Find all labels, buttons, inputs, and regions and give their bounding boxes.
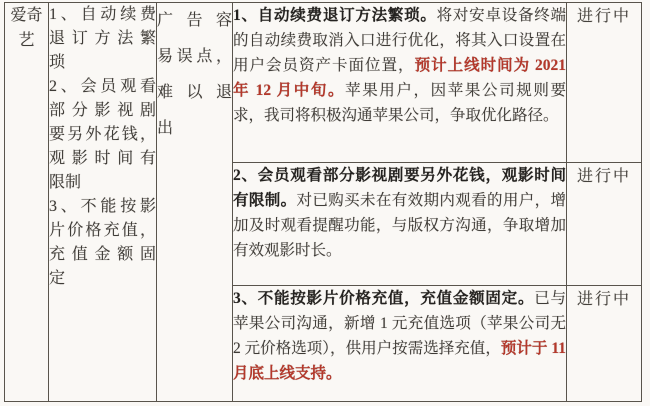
measure-body: 对已购买未在有效期内观看的用户，增加及时观看提醒功能，与版权方沟通，争取增加有效观影时长。	[233, 192, 566, 259]
ad-issue-line: 易误点，	[157, 48, 232, 65]
measure-tail: 苹果用户，因苹果公司规则要求，我司将积极沟通苹果公司，争取优化路径。	[233, 82, 566, 124]
issue-line: 1、自动续费	[49, 6, 156, 23]
status-text: 进行中	[576, 291, 631, 308]
issue-line: 3、不能按影	[49, 198, 156, 215]
measure-lead: 3、不能按影片价格充值，充值金额固定。	[233, 290, 535, 307]
ad-issue-line: 出	[157, 120, 174, 137]
measure-lead: 2、会员观看部分影视剧要另外花钱，观影时间有限制。	[233, 167, 566, 209]
status-text: 进行中	[576, 168, 631, 185]
issue-line: 部分影视剧	[49, 102, 156, 119]
measure-paragraph	[233, 163, 566, 263]
status-cell-2	[567, 163, 642, 286]
status-text: 进行中	[576, 8, 631, 25]
measure-body: 已与苹果公司沟通，新增 1 元充值选项（苹果公司无 2 元价格选项），供用户按需选择充值，	[233, 290, 566, 357]
measure-highlight: 预计于 11 月底上线支持。	[233, 340, 566, 382]
issue-line: 退订方法繁	[49, 30, 156, 47]
measure-paragraph	[233, 3, 566, 128]
issue-line: 2、会员观看	[49, 78, 156, 95]
status-cell-1	[567, 3, 642, 163]
measure-cell-2	[233, 163, 567, 286]
company-cell	[5, 3, 49, 402]
ad-issue-line: 广告容	[157, 12, 232, 29]
issue-line: 观影时间有	[49, 150, 156, 167]
issue-line: 片价格充值，	[49, 222, 156, 239]
table-row-1	[5, 3, 642, 163]
ad-issue-cell	[157, 3, 233, 402]
issues-table	[4, 2, 642, 402]
measure-cell-1	[233, 3, 567, 163]
measure-cell-3	[233, 286, 567, 402]
issue-line: 限制	[49, 174, 82, 191]
status-cell-3	[567, 286, 642, 402]
company-name: 爱奇艺	[10, 7, 43, 49]
measure-highlight: 预计上线时间为 2021 年 12 月中旬。	[233, 57, 566, 99]
issue-line: 充值金额固	[49, 246, 156, 263]
issues-summary-cell	[49, 3, 157, 402]
measure-paragraph	[233, 286, 566, 386]
ad-issue-line: 难以退	[157, 84, 232, 101]
measure-body: 将对安卓设备终端的自动续费取消入口进行优化，将其入口设置在用户会员资产卡面位置，	[233, 7, 566, 74]
issue-line: 要另外花钱，	[49, 126, 156, 143]
issue-line: 琐	[49, 54, 66, 71]
measure-lead: 1、自动续费退订方法繁琐。	[233, 7, 437, 24]
issue-line: 定	[49, 270, 66, 287]
